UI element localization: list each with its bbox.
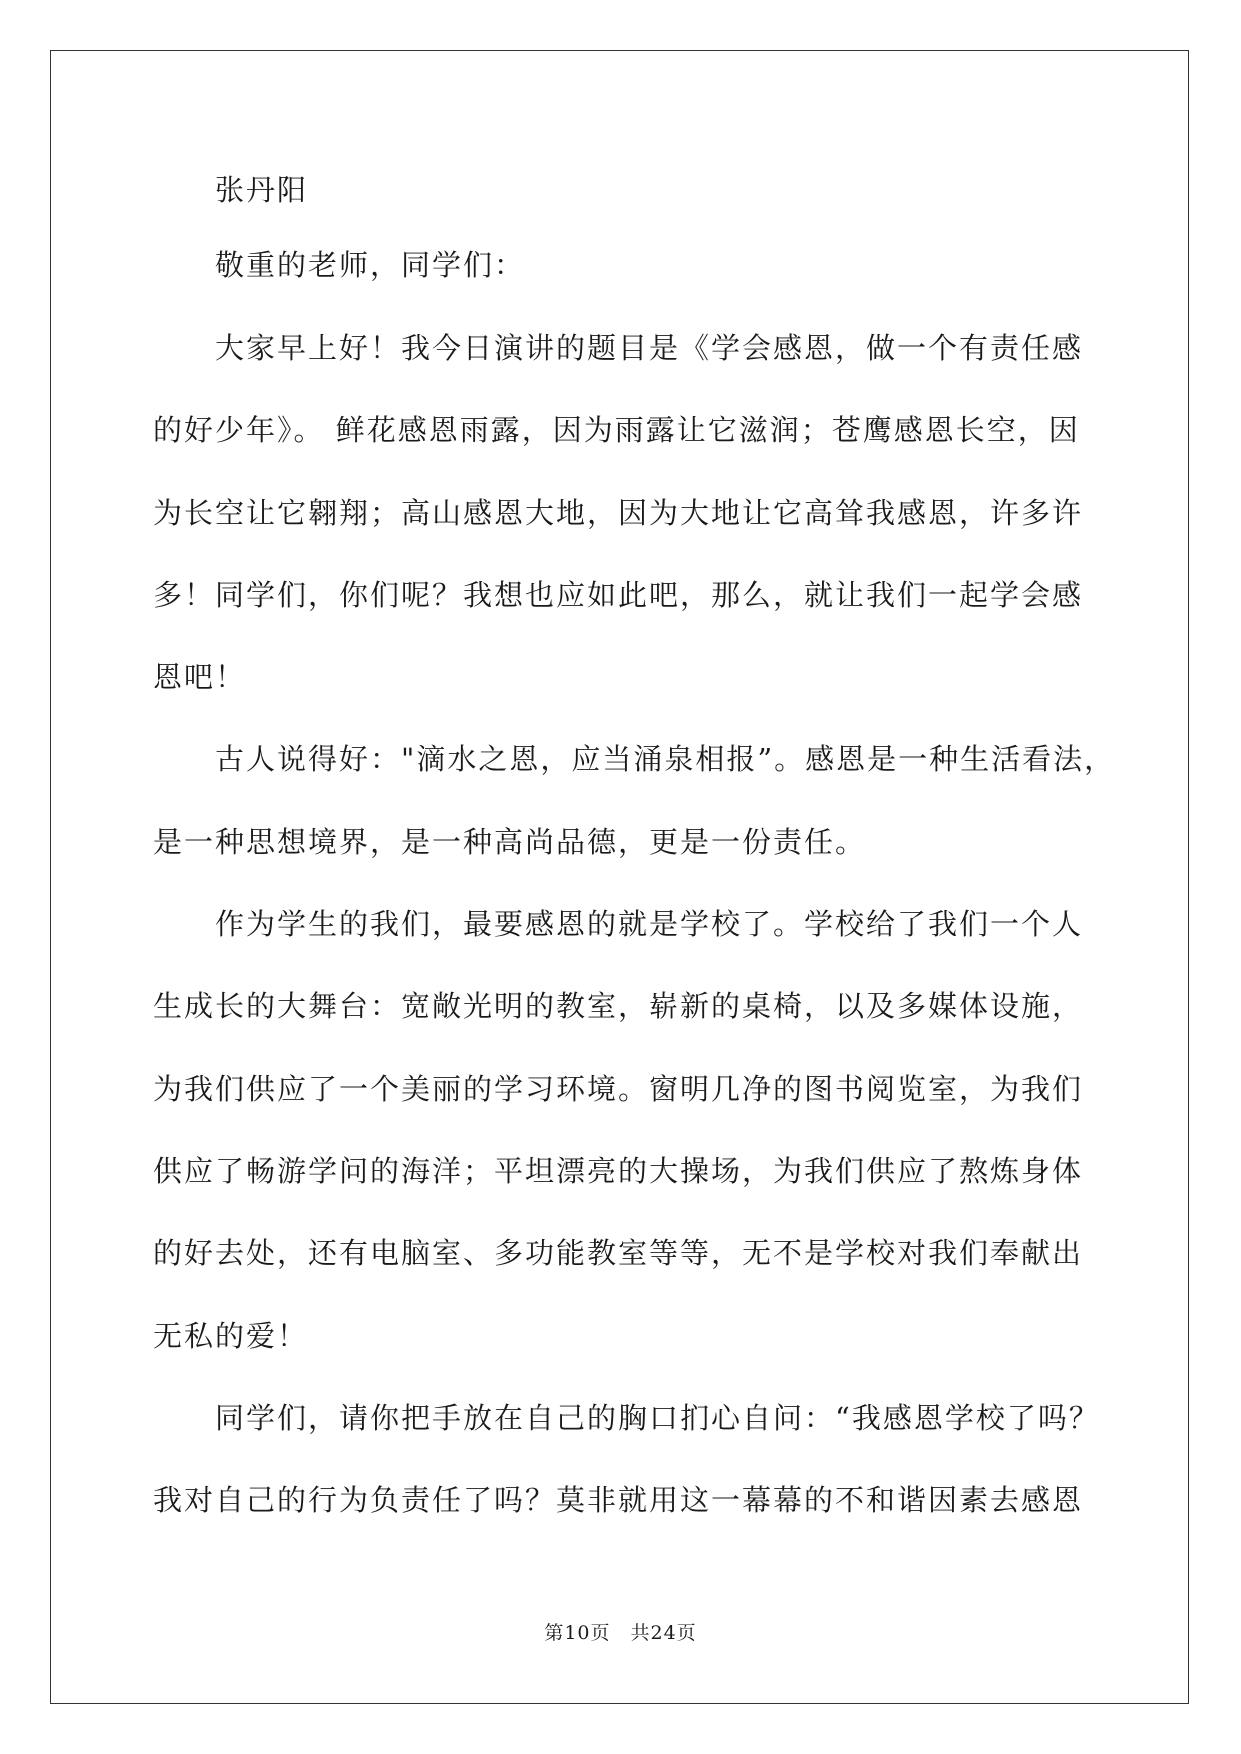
paragraph-line: 的好少年》。 鲜花感恩雨露，因为雨露让它滋润；苍鹰感恩长空，因 xyxy=(153,413,1080,447)
paragraph-line: 是一种思想境界，是一种高尚品德，更是一份责任。 xyxy=(153,825,867,859)
paragraph-line: 恩吧！ xyxy=(153,660,247,694)
paragraph-line: 为长空让它翱翔；高山感恩大地，因为大地让它高耸我感恩，许多许 xyxy=(153,496,1084,530)
paragraph-line: 作为学生的我们，最要感恩的就是学校了。学校给了我们一个人 xyxy=(215,907,1084,941)
paragraph-line: 为我们供应了一个美丽的学习环境。窗明几净的图书阅览室，为我们 xyxy=(153,1072,1084,1106)
paragraph-line: 古人说得好："滴水之恩，应当涌泉相报”。感恩是一种生活看法， xyxy=(215,742,1116,776)
paragraph-line: 供应了畅游学问的海洋；平坦漂亮的大操场，为我们供应了熬炼身体 xyxy=(153,1154,1084,1188)
paragraph-line: 无私的爱！ xyxy=(153,1319,309,1353)
paragraph-line: 多！同学们，你们呢？我想也应如此吧，那么，就让我们一起学会感 xyxy=(153,578,1084,612)
page-number: 第10页 共24页 xyxy=(544,1622,697,1644)
paragraph-line: 生成长的大舞台：宽敞光明的教室，崭新的桌椅，以及多媒体设施， xyxy=(153,989,1084,1023)
greeting-line: 敬重的老师，同学们： xyxy=(215,248,526,282)
paragraph-line: 的好去处，还有电脑室、多功能教室等等，无不是学校对我们奉献出 xyxy=(153,1236,1084,1270)
author-name: 张丹阳 xyxy=(215,173,309,207)
page-border xyxy=(50,50,1189,1704)
paragraph-line: 大家早上好！我今日演讲的题目是《学会感恩，做一个有责任感 xyxy=(215,331,1084,365)
paragraph-line: 同学们，请你把手放在自己的胸口扪心自问：“我感恩学校了吗？ xyxy=(215,1401,1100,1435)
paragraph-line: 我对自己的行为负责任了吗？莫非就用这一幕幕的不和谐因素去感恩 xyxy=(153,1483,1084,1517)
